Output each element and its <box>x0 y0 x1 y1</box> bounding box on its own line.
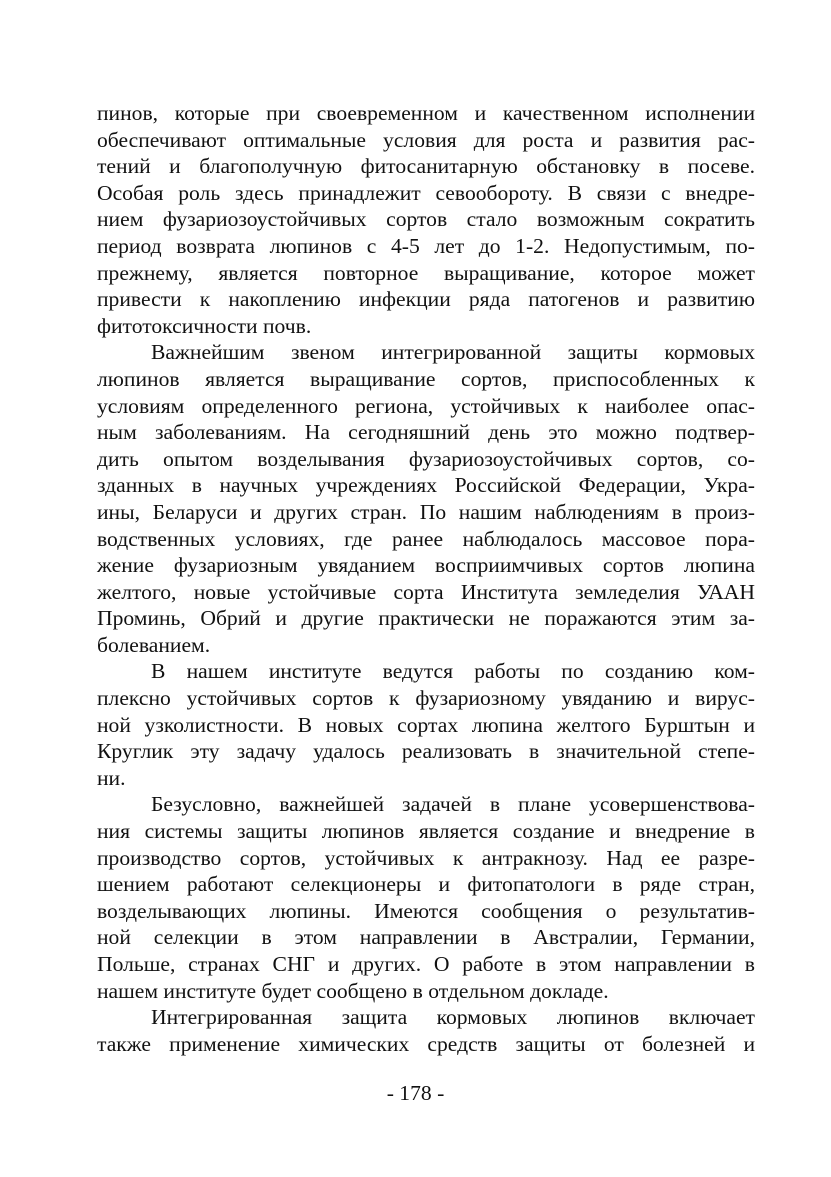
text-line: Особая роль здесь принадлежит севообороту. В связи с внедре- <box>97 180 755 205</box>
text-line: дить опытом возделывания фузариозоустойчивых сортов, со- <box>97 446 755 471</box>
page-number: - 178 - <box>386 1081 445 1105</box>
text-line: возделывающих люпины. Имеются сообщения о результатив- <box>97 898 755 923</box>
text-line: Проминь, Обрий и другие практически не поражаются этим за- <box>97 606 755 631</box>
text-line: ины, Беларуси и других стран. По нашим наблюдениям в произ- <box>97 499 755 524</box>
text-line: обеспечивают оптимальные условия для роста и развития рас- <box>97 127 755 152</box>
text-line: Круглик эту задачу удалось реализовать в значительной степе- <box>97 739 755 764</box>
text-line: также применение химических средств защиты от болезней и <box>97 1031 755 1056</box>
paragraph-5 <box>97 1004 755 1057</box>
text-line: люпинов является выращивание сортов, приспособленных к <box>97 366 755 391</box>
paragraph-3 <box>97 658 755 791</box>
text-line: ным заболеваниям. На сегодняшний день это можно подтвер- <box>97 420 755 445</box>
text-line: Польше, странах СНГ и других. О работе в этом направлении в <box>97 952 755 976</box>
text-line: фитотоксичности почв. <box>97 313 312 338</box>
text-line: производство сортов, устойчивых к антракнозу. Над ее разре- <box>97 845 755 870</box>
text-line: Интегрированная защита кормовых люпинов включает <box>151 1005 755 1030</box>
text-line: шением работают селекционеры и фитопатологи в ряде стран, <box>97 872 755 897</box>
text-line: болеванием. <box>97 632 211 657</box>
text-line: тений и благополучную фитосанитарную обстановку в посеве. <box>97 154 755 179</box>
paragraph-4 <box>97 791 755 1004</box>
text-line: привести к накоплению инфекции ряда патогенов и развитию <box>97 287 755 312</box>
text-line: жение фузариозным увяданием восприимчивых сортов люпина <box>97 553 755 578</box>
text-line: нашем институте будет сообщено в отдельном докладе. <box>97 978 609 1003</box>
text-line: ной узколистности. В новых сортах люпина желтого Бурштын и <box>97 712 755 737</box>
text-line: плексно устойчивых сортов к фузариозному увяданию и вирус- <box>97 686 755 711</box>
page-text <box>97 100 755 1057</box>
text-line: пинов, которые при своевременном и качественном исполнении <box>97 101 755 125</box>
text-line: Важнейшим звеном интегрированной защиты кормовых <box>151 340 755 365</box>
paragraph-2 <box>97 339 755 658</box>
paragraph-1 <box>97 100 755 339</box>
text-line: зданных в научных учреждениях Российской Федерации, Укра- <box>97 473 755 498</box>
text-line: условиям определенного региона, устойчивых к наиболее опас- <box>97 393 755 418</box>
text-line: В нашем институте ведутся работы по созданию ком- <box>151 659 755 684</box>
text-line: нием фузариозоустойчивых сортов стало возможным сократить <box>97 207 755 232</box>
text-line: желтого, новые устойчивые сорта Института земледелия УААН <box>97 579 755 604</box>
text-line: Безусловно, важнейшей задачей в плане усовершенствова- <box>151 792 755 817</box>
text-line: ной селекции в этом направлении в Австралии, Германии, <box>97 925 755 950</box>
text-line: ния системы защиты люпинов является создание и внедрение в <box>97 819 755 844</box>
text-line: ни. <box>97 765 126 790</box>
text-line: прежнему, является повторное выращивание, которое может <box>97 260 755 285</box>
text-line: водственных условиях, где ранее наблюдалось массовое пора- <box>97 526 755 551</box>
text-line: период возврата люпинов с 4-5 лет до 1-2. Недопустимым, по- <box>97 233 755 258</box>
